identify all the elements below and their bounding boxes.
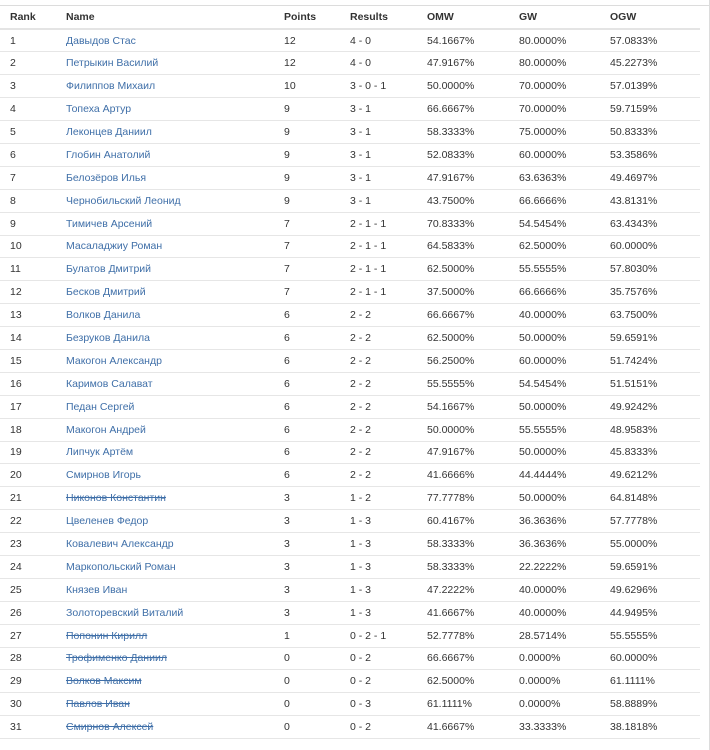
rank-cell: 2: [0, 52, 56, 75]
points-cell: 0: [274, 716, 340, 739]
omw-cell: 47.9167%: [417, 441, 509, 464]
player-name-link[interactable]: Педан Сергей: [66, 400, 135, 413]
ogw-cell: 49.6296%: [600, 578, 700, 601]
gw-cell: 44.4444%: [509, 464, 600, 487]
gw-cell: 66.6666%: [509, 281, 600, 304]
player-name-link[interactable]: Петрыкин Василий: [66, 57, 159, 70]
points-cell: 3: [274, 555, 340, 578]
omw-cell: 47.2222%: [417, 578, 509, 601]
omw-cell: 61.1111%: [417, 693, 509, 716]
ogw-cell: 45.8333%: [600, 441, 700, 464]
gw-cell: 54.5454%: [509, 372, 600, 395]
player-name-cell: [56, 693, 274, 716]
omw-cell: 55.5555%: [417, 372, 509, 395]
player-name-link[interactable]: Макогон Александр: [66, 354, 162, 367]
omw-cell: 50.0000%: [417, 75, 509, 98]
header-points: Points: [274, 6, 340, 29]
rank-cell: 25: [0, 578, 56, 601]
player-name-link[interactable]: Смирнов Игорь: [66, 469, 141, 482]
omw-cell: 54.1667%: [417, 395, 509, 418]
results-cell: 2 - 1 - 1: [340, 212, 417, 235]
points-cell: 0: [274, 670, 340, 693]
table-row: [0, 487, 700, 510]
player-name-cell: [56, 601, 274, 624]
rank-cell: 3: [0, 75, 56, 98]
points-cell: 9: [274, 121, 340, 144]
gw-cell: 55.5555%: [509, 418, 600, 441]
table-header-row: [0, 6, 700, 29]
player-name-cell: [56, 487, 274, 510]
player-name-link[interactable]: Филиппов Михаил: [66, 80, 156, 93]
player-name-cell: [56, 121, 274, 144]
rank-cell: 13: [0, 304, 56, 327]
player-name-cell: [56, 624, 274, 647]
header-gw: GW: [509, 6, 600, 29]
table-row: [0, 304, 700, 327]
results-cell: 1 - 2: [340, 487, 417, 510]
player-name-link[interactable]: Масаладжиу Роман: [66, 240, 163, 253]
ogw-cell: 38.1818%: [600, 716, 700, 739]
rank-cell: 28: [0, 647, 56, 670]
omw-cell: 70.8333%: [417, 212, 509, 235]
player-name-cell: [56, 189, 274, 212]
rank-cell: 23: [0, 533, 56, 556]
ogw-cell: 35.7576%: [600, 281, 700, 304]
points-cell: 9: [274, 166, 340, 189]
player-name-link[interactable]: Никонов Константин: [66, 492, 166, 505]
rank-cell: 7: [0, 166, 56, 189]
results-cell: 2 - 1 - 1: [340, 258, 417, 281]
header-ogw: OGW: [600, 6, 700, 29]
ogw-cell: 64.8148%: [600, 487, 700, 510]
rank-cell: 22: [0, 510, 56, 533]
player-name-cell: [56, 555, 274, 578]
rank-cell: 18: [0, 418, 56, 441]
rank-cell: 17: [0, 395, 56, 418]
table-row: [0, 98, 700, 121]
player-name-cell: [56, 716, 274, 739]
player-name-link[interactable]: Попонин Кирилл: [66, 629, 148, 642]
gw-cell: 55.5555%: [509, 258, 600, 281]
table-row: [0, 418, 700, 441]
ogw-cell: 63.4343%: [600, 212, 700, 235]
ogw-cell: 55.0000%: [600, 533, 700, 556]
player-name-link[interactable]: Давыдов Стас: [66, 34, 136, 47]
rank-cell: 30: [0, 693, 56, 716]
rank-cell: 19: [0, 441, 56, 464]
table-row: [0, 349, 700, 372]
points-cell: 6: [274, 304, 340, 327]
gw-cell: 62.5000%: [509, 235, 600, 258]
gw-cell: 40.0000%: [509, 578, 600, 601]
ogw-cell: 59.6591%: [600, 555, 700, 578]
gw-cell: 36.3636%: [509, 533, 600, 556]
points-cell: 12: [274, 52, 340, 75]
player-name-link[interactable]: Волков Максим: [66, 675, 142, 688]
gw-cell: 50.0000%: [509, 327, 600, 350]
gw-cell: 75.0000%: [509, 121, 600, 144]
player-name-link[interactable]: Маркопольский Роман: [66, 560, 176, 573]
player-name-link[interactable]: Трофименко Даниил: [66, 652, 167, 665]
player-name-link[interactable]: Тимичев Арсений: [66, 217, 153, 230]
results-cell: 2 - 2: [340, 349, 417, 372]
omw-cell: 41.6667%: [417, 716, 509, 739]
points-cell: 3: [274, 510, 340, 533]
table-row: [0, 464, 700, 487]
omw-cell: 58.3333%: [417, 555, 509, 578]
table-row: [0, 693, 700, 716]
results-cell: 0 - 2: [340, 716, 417, 739]
points-cell: 6: [274, 327, 340, 350]
player-name-cell: [56, 418, 274, 441]
rank-cell: 24: [0, 555, 56, 578]
results-cell: 1 - 3: [340, 555, 417, 578]
player-name-link[interactable]: Леконцев Даниил: [66, 126, 152, 138]
player-name-cell: [56, 98, 274, 121]
points-cell: 9: [274, 143, 340, 166]
omw-cell: 66.6667%: [417, 98, 509, 121]
points-cell: 7: [274, 258, 340, 281]
gw-cell: 60.0000%: [509, 143, 600, 166]
table-row: [0, 281, 700, 304]
gw-cell: 70.0000%: [509, 75, 600, 98]
results-cell: 2 - 2: [340, 372, 417, 395]
player-name-cell: [56, 166, 274, 189]
rank-cell: 6: [0, 143, 56, 166]
results-cell: 2 - 2: [340, 418, 417, 441]
table-row: [0, 395, 700, 418]
rank-cell: 26: [0, 601, 56, 624]
player-name-cell: [56, 533, 274, 556]
points-cell: 0: [274, 647, 340, 670]
ogw-cell: 63.7500%: [600, 304, 700, 327]
results-cell: 2 - 2: [340, 395, 417, 418]
table-row: [0, 601, 700, 624]
player-name-link[interactable]: Глобин Анатолий: [66, 148, 151, 161]
ogw-cell: 60.0000%: [600, 647, 700, 670]
rank-cell: 8: [0, 189, 56, 212]
player-name-link[interactable]: Белозёров Илья: [66, 171, 147, 184]
player-name-cell: [56, 235, 274, 258]
gw-cell: 33.3333%: [509, 716, 600, 739]
ogw-cell: 50.8333%: [600, 121, 700, 144]
gw-cell: 80.0000%: [509, 29, 600, 52]
table-row: [0, 143, 700, 166]
omw-cell: 58.3333%: [417, 533, 509, 556]
header-name: Name: [56, 6, 274, 29]
gw-cell: 22.2222%: [509, 555, 600, 578]
table-row: [0, 327, 700, 350]
ogw-cell: 51.7424%: [600, 349, 700, 372]
player-name-cell: [56, 349, 274, 372]
results-cell: 3 - 1: [340, 98, 417, 121]
points-cell: 6: [274, 372, 340, 395]
player-name-link[interactable]: Смирнов Алексей: [66, 721, 154, 734]
omw-cell: 60.4167%: [417, 510, 509, 533]
rank-cell: 27: [0, 624, 56, 647]
table-row: [0, 121, 700, 144]
table-row: [0, 647, 700, 670]
omw-cell: 47.9167%: [417, 166, 509, 189]
player-name-link[interactable]: Бесков Дмитрий: [66, 286, 146, 299]
results-cell: 3 - 1: [340, 189, 417, 212]
table-row: [0, 166, 700, 189]
rank-cell: 10: [0, 235, 56, 258]
player-name-cell: [56, 327, 274, 350]
ogw-cell: 59.7159%: [600, 98, 700, 121]
points-cell: 3: [274, 533, 340, 556]
results-cell: 3 - 1: [340, 166, 417, 189]
player-name-cell: [56, 143, 274, 166]
table-row: [0, 52, 700, 75]
table-row: [0, 555, 700, 578]
table-row: [0, 578, 700, 601]
ogw-cell: 59.6591%: [600, 327, 700, 350]
player-name-link[interactable]: Павлов Иван: [66, 698, 130, 711]
player-name-cell: [56, 75, 274, 98]
points-cell: 9: [274, 98, 340, 121]
points-cell: 10: [274, 75, 340, 98]
player-name-cell: [56, 647, 274, 670]
ogw-cell: 61.1111%: [600, 670, 700, 693]
omw-cell: 66.6667%: [417, 647, 509, 670]
player-name-link[interactable]: Макогон Андрей: [66, 423, 146, 436]
results-cell: 2 - 2: [340, 327, 417, 350]
results-cell: 4 - 0: [340, 29, 417, 52]
points-cell: 12: [274, 29, 340, 52]
results-cell: 1 - 3: [340, 510, 417, 533]
player-name-cell: [56, 29, 274, 52]
omw-cell: 43.7500%: [417, 189, 509, 212]
table-row: [0, 189, 700, 212]
points-cell: 7: [274, 235, 340, 258]
omw-cell: 77.7778%: [417, 487, 509, 510]
rank-cell: 29: [0, 670, 56, 693]
ogw-cell: 48.9583%: [600, 418, 700, 441]
results-cell: 3 - 0 - 1: [340, 75, 417, 98]
ogw-cell: 43.8131%: [600, 189, 700, 212]
table-row: [0, 235, 700, 258]
gw-cell: 63.6363%: [509, 166, 600, 189]
rank-cell: 11: [0, 258, 56, 281]
results-cell: 2 - 2: [340, 464, 417, 487]
player-name-link[interactable]: Булатов Дмитрий: [66, 263, 152, 276]
ogw-cell: 49.4697%: [600, 166, 700, 189]
gw-cell: 0.0000%: [509, 693, 600, 716]
table-row: [0, 533, 700, 556]
player-name-cell: [56, 304, 274, 327]
player-name-cell: [56, 578, 274, 601]
player-name-link[interactable]: Князев Иван: [66, 583, 128, 596]
header-omw: OMW: [417, 6, 509, 29]
gw-cell: 28.5714%: [509, 624, 600, 647]
points-cell: 3: [274, 601, 340, 624]
points-cell: 9: [274, 189, 340, 212]
rank-cell: 16: [0, 372, 56, 395]
table-row: [0, 212, 700, 235]
omw-cell: 62.5000%: [417, 327, 509, 350]
results-cell: 4 - 0: [340, 52, 417, 75]
results-cell: 1 - 3: [340, 601, 417, 624]
results-cell: 0 - 2: [340, 670, 417, 693]
ogw-cell: 57.7778%: [600, 510, 700, 533]
gw-cell: 60.0000%: [509, 349, 600, 372]
results-cell: 0 - 2: [340, 647, 417, 670]
gw-cell: 50.0000%: [509, 441, 600, 464]
omw-cell: 50.0000%: [417, 418, 509, 441]
ogw-cell: 53.3586%: [600, 143, 700, 166]
rank-cell: 31: [0, 716, 56, 739]
ogw-cell: 51.5151%: [600, 372, 700, 395]
ogw-cell: 49.6212%: [600, 464, 700, 487]
points-cell: 6: [274, 464, 340, 487]
results-cell: 2 - 2: [340, 304, 417, 327]
player-name-link[interactable]: Безруков Данила: [66, 332, 150, 345]
points-cell: 6: [274, 441, 340, 464]
points-cell: 7: [274, 212, 340, 235]
player-name-cell: [56, 510, 274, 533]
gw-cell: 40.0000%: [509, 601, 600, 624]
omw-cell: 54.1667%: [417, 29, 509, 52]
results-cell: 2 - 2: [340, 441, 417, 464]
table-row: [0, 510, 700, 533]
player-name-link[interactable]: Ковалевич Александр: [66, 538, 174, 551]
player-name-cell: [56, 464, 274, 487]
gw-cell: 80.0000%: [509, 52, 600, 75]
omw-cell: 52.7778%: [417, 624, 509, 647]
rank-cell: 21: [0, 487, 56, 510]
points-cell: 6: [274, 349, 340, 372]
omw-cell: 41.6667%: [417, 601, 509, 624]
results-cell: 2 - 1 - 1: [340, 281, 417, 304]
ogw-cell: 44.9495%: [600, 601, 700, 624]
rank-cell: 15: [0, 349, 56, 372]
ogw-cell: 57.0833%: [600, 29, 700, 52]
omw-cell: 47.9167%: [417, 52, 509, 75]
table-row: [0, 441, 700, 464]
player-name-cell: [56, 372, 274, 395]
gw-cell: 36.3636%: [509, 510, 600, 533]
standings-body: [0, 29, 700, 739]
gw-cell: 0.0000%: [509, 670, 600, 693]
omw-cell: 64.5833%: [417, 235, 509, 258]
ogw-cell: 55.5555%: [600, 624, 700, 647]
player-name-link[interactable]: Волков Данила: [66, 309, 141, 322]
rank-cell: 12: [0, 281, 56, 304]
rank-cell: 20: [0, 464, 56, 487]
points-cell: 6: [274, 418, 340, 441]
header-rank: Rank: [0, 6, 56, 29]
ogw-cell: 45.2273%: [600, 52, 700, 75]
rank-cell: 1: [0, 29, 56, 52]
player-name-cell: [56, 670, 274, 693]
results-cell: 1 - 3: [340, 578, 417, 601]
omw-cell: 41.6666%: [417, 464, 509, 487]
results-cell: 0 - 2 - 1: [340, 624, 417, 647]
rank-cell: 4: [0, 98, 56, 121]
player-name-cell: [56, 395, 274, 418]
gw-cell: 0.0000%: [509, 647, 600, 670]
player-name-link[interactable]: Золоторевский Виталий: [66, 606, 184, 619]
table-row: [0, 75, 700, 98]
player-name-link[interactable]: Чернобильский Леонид: [66, 194, 181, 207]
omw-cell: 37.5000%: [417, 281, 509, 304]
table-row: [0, 624, 700, 647]
ogw-cell: 60.0000%: [600, 235, 700, 258]
header-results: Results: [340, 6, 417, 29]
player-name-link[interactable]: Топеха Артур: [66, 103, 132, 116]
player-name-cell: [56, 212, 274, 235]
player-name-cell: [56, 281, 274, 304]
points-cell: 1: [274, 624, 340, 647]
player-name-cell: [56, 441, 274, 464]
gw-cell: 70.0000%: [509, 98, 600, 121]
points-cell: 3: [274, 578, 340, 601]
table-row: [0, 372, 700, 395]
rank-cell: 5: [0, 121, 56, 144]
rank-cell: 14: [0, 327, 56, 350]
results-cell: 3 - 1: [340, 121, 417, 144]
ogw-cell: 58.8889%: [600, 693, 700, 716]
results-cell: 2 - 1 - 1: [340, 235, 417, 258]
omw-cell: 58.3333%: [417, 121, 509, 144]
rank-cell: 9: [0, 212, 56, 235]
player-name-cell: [56, 258, 274, 281]
omw-cell: 52.0833%: [417, 143, 509, 166]
omw-cell: 56.2500%: [417, 349, 509, 372]
omw-cell: 62.5000%: [417, 258, 509, 281]
ogw-cell: 57.0139%: [600, 75, 700, 98]
gw-cell: 50.0000%: [509, 395, 600, 418]
table-row: [0, 29, 700, 52]
points-cell: 0: [274, 693, 340, 716]
results-cell: 0 - 3: [340, 693, 417, 716]
gw-cell: 66.6666%: [509, 189, 600, 212]
points-cell: 3: [274, 487, 340, 510]
omw-cell: 62.5000%: [417, 670, 509, 693]
player-name-link[interactable]: Липчук Артём: [66, 446, 134, 459]
gw-cell: 54.5454%: [509, 212, 600, 235]
gw-cell: 50.0000%: [509, 487, 600, 510]
omw-cell: 66.6667%: [417, 304, 509, 327]
points-cell: 7: [274, 281, 340, 304]
ogw-cell: 57.8030%: [600, 258, 700, 281]
table-row: [0, 716, 700, 739]
results-cell: 1 - 3: [340, 533, 417, 556]
player-name-link[interactable]: Цвеленев Федор: [66, 515, 149, 528]
table-row: [0, 258, 700, 281]
points-cell: 6: [274, 395, 340, 418]
ogw-cell: 49.9242%: [600, 395, 700, 418]
standings-table: [0, 6, 700, 739]
gw-cell: 40.0000%: [509, 304, 600, 327]
player-name-link[interactable]: Каримов Салават: [66, 377, 153, 390]
table-row: [0, 670, 700, 693]
results-cell: 3 - 1: [340, 143, 417, 166]
player-name-cell: [56, 52, 274, 75]
